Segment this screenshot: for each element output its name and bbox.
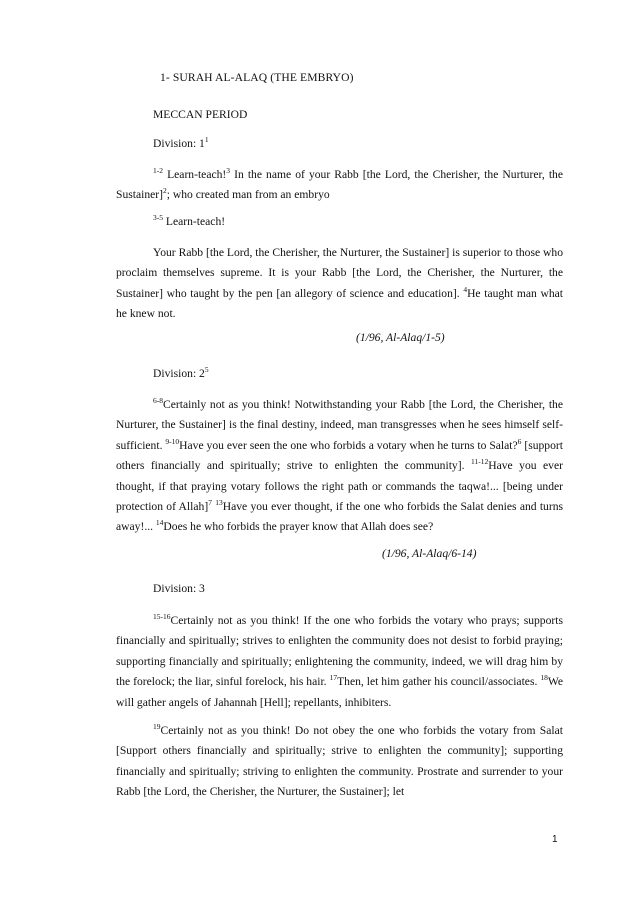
verse-text: Certainly not as you think! Do not obey the one who forbids the votary from Salat [Support others financially and spiritually; strive to enlighten the community]; supporting financially and spiritually; striving to enlighten the community. Prostrate and surrender to your Rabb [the Lord, the Cherisher, the Nurturer, the Sustainer]; let: [116, 724, 563, 799]
division-3-heading: Division: 3: [153, 582, 205, 595]
verse-number: 15-16: [153, 612, 171, 622]
verse-number: 13: [215, 498, 223, 508]
verse-number: 1-2: [153, 166, 163, 176]
verse-text: He taught man what he knew not.: [116, 286, 563, 321]
verse-text: [support others financially and spiritually; strive to enlighten the community].: [116, 438, 563, 473]
verse-text: Then, let him gather his council/associates.: [337, 675, 541, 689]
verse-text: Your Rabb [the Lord, the Cherisher, the Nurturer, the Sustainer] is superior to those who proclaim themselves supreme. It is your Rabb [the Lord, the Cherisher, the Nurturer, the Sustainer] who taught by the pen [an allegory of science and education].: [116, 246, 563, 300]
verse-number: 11-12: [470, 457, 489, 467]
verse-number: 9-10: [165, 436, 180, 446]
verse-text: ; who created man from an embryo: [166, 188, 330, 202]
verse-number: 14: [155, 518, 164, 528]
verse-number: 17: [329, 673, 338, 683]
verse-text: Certainly not as you think! If the one who forbids the votary who prays; supports financially and spiritually; strives to enlighten the community does not desist to forbid praying; supporting financially and spiritually; enlightening the community, indeed, we will drag him by the forelock; the liar, sinful forelock, his hair.: [116, 614, 563, 689]
verse-text: Learn-teach!: [163, 168, 227, 181]
verse-text: Does he who forbids the prayer know that Allah does see?: [163, 520, 434, 534]
verse-text: Have you ever seen the one who forbids a votary when he turns to Salat?: [179, 438, 518, 452]
footnote-ref: 3: [226, 166, 231, 176]
footnote-ref: 1: [204, 135, 209, 145]
verse-text: In the name of your Rabb [the Lord, the Cherisher, the Nurturer, the Sustainer]: [116, 168, 563, 202]
page-number: 1: [552, 834, 558, 845]
verse-text: Learn-teach!: [163, 215, 226, 228]
footnote-ref: 2: [163, 186, 167, 196]
division-2-label: Division: 2: [153, 367, 205, 380]
footnote-ref: 5: [204, 365, 209, 375]
verse-number: 6-8: [153, 396, 163, 406]
division-2-heading: [153, 367, 209, 380]
verse-paragraph-15-18: [116, 611, 563, 713]
division-1-label: Division: 1: [153, 137, 205, 150]
period-heading: MECCAN PERIOD: [153, 108, 248, 121]
verse-number: 4: [463, 284, 468, 294]
verse-paragraph-continued: [116, 243, 563, 325]
page-title: 1- SURAH AL-ALAQ (THE EMBRYO): [160, 71, 354, 84]
verse-text: We will gather angels of Jahannah [Hell]; repellants, inhibiters.: [116, 675, 563, 709]
verse-text: Have you ever thought, if that praying votary follows the right path or commands the taqwa!... [being under protection of Allah]: [116, 459, 563, 514]
footnote-ref: 7: [208, 498, 212, 508]
verse-paragraph-3-5: [116, 212, 563, 232]
verse-paragraph-1-2: [116, 165, 563, 206]
verse-number: 18: [540, 673, 548, 683]
citation-2: (1/96, Al-Alaq/6-14): [382, 547, 477, 560]
verse-number: 3-5: [153, 213, 163, 223]
verse-text: Have you ever thought, if the one who forbids the Salat denies and turns away!...: [116, 500, 564, 534]
verse-number: 19: [153, 722, 161, 732]
verse-text: Certainly not as you think! Notwithstanding your Rabb [the Lord, the Cherisher, the Nurturer, the Sustainer] is the final destiny, indeed, man transgresses when he sees himself self-sufficient.: [116, 398, 563, 452]
division-1-heading: [153, 137, 209, 150]
citation-1: (1/96, Al-Alaq/1-5): [356, 331, 445, 344]
verse-paragraph-6-14: [116, 395, 563, 538]
verse-paragraph-19: [116, 721, 563, 803]
footnote-ref: 6: [517, 436, 522, 446]
